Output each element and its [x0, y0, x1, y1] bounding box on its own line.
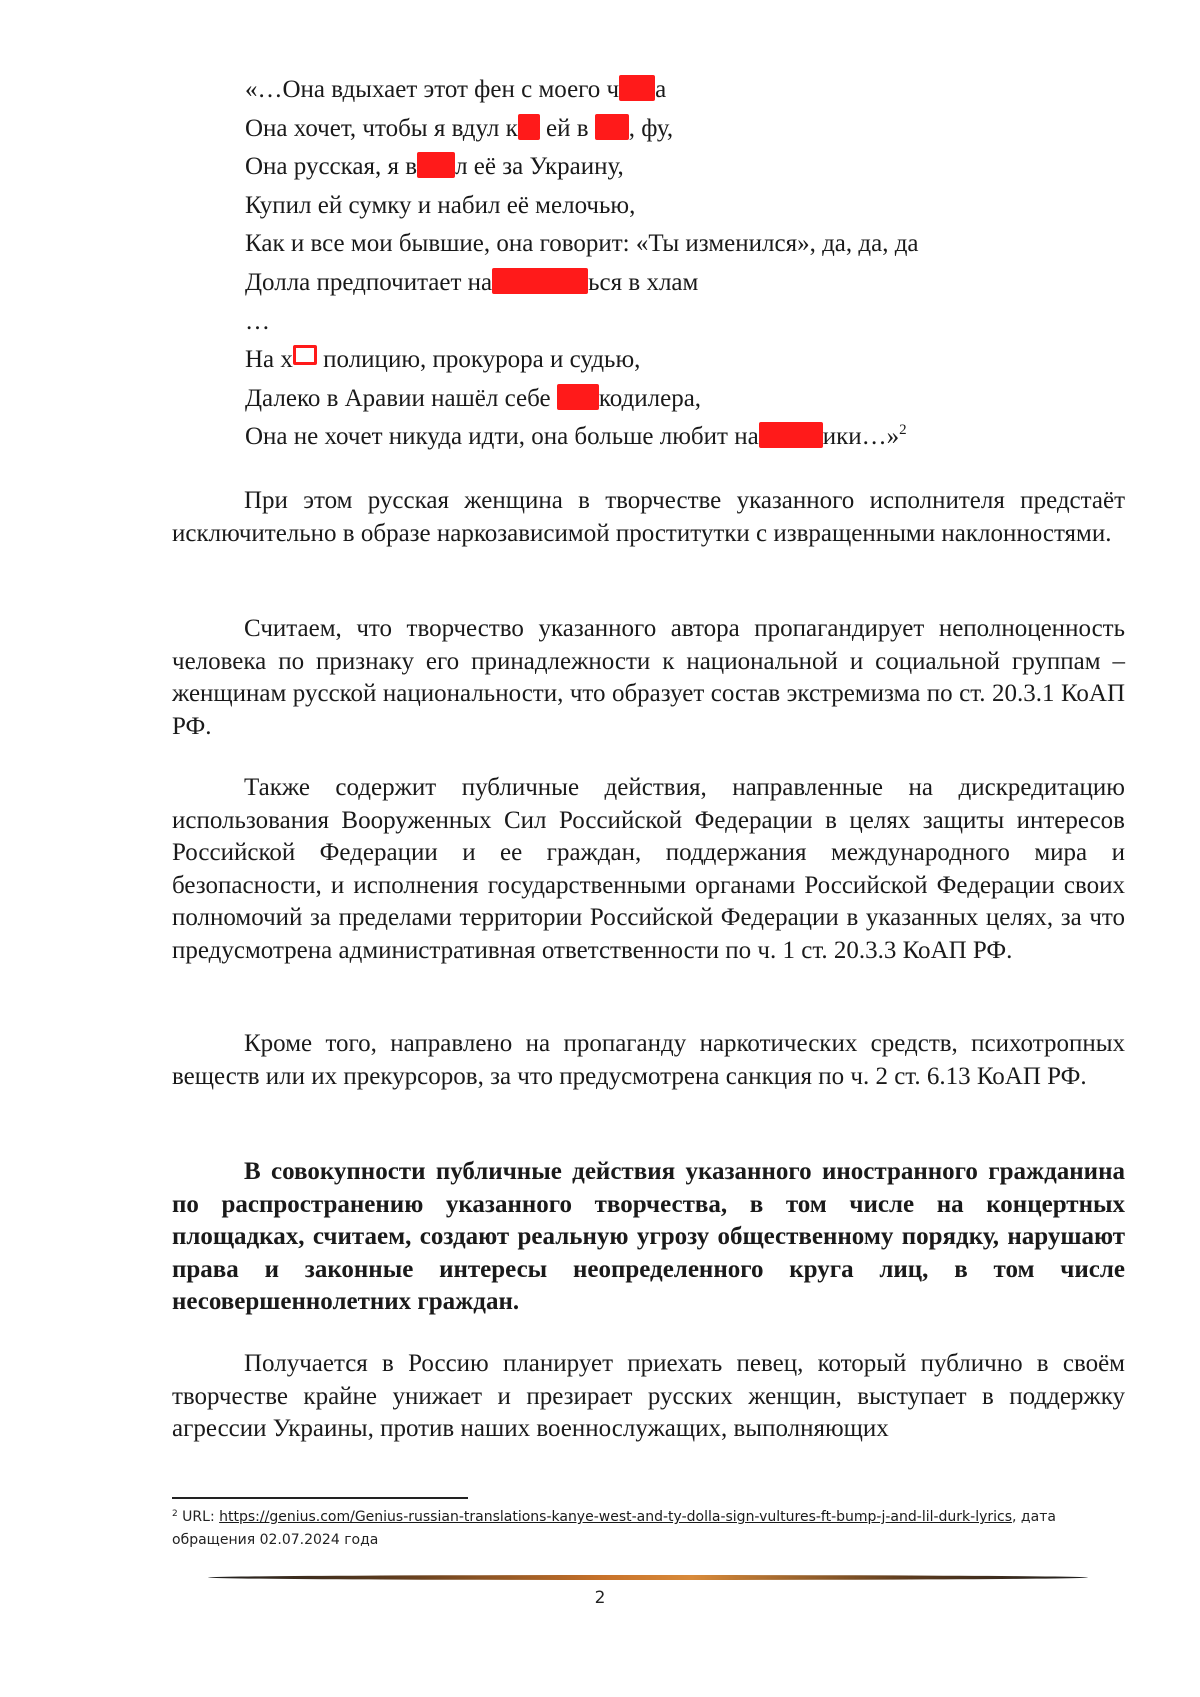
paragraph-conclusion: В совокупности публичные действия указанного иностранного гражданина по распространению указанного творчества, в том числе на концертных площадках, считаем, создают реальную угрозу общественному порядку, нарушают права и законные интересы неопределенного круга лиц, в том числе несовершеннолетних граждан. [172, 1158, 1125, 1315]
redaction-mark [492, 268, 588, 294]
redaction-mark [557, 384, 599, 410]
quote-text: Она не хочет никуда идти, она больше любит на [245, 423, 759, 451]
quote-text: л её за Украину, [455, 153, 624, 181]
quote-text: а [655, 76, 667, 103]
quote-line [245, 418, 1125, 457]
redaction-mark [619, 75, 655, 101]
quote-text: Далеко в Аравии нашёл себе [245, 384, 551, 412]
quote-line [245, 71, 1125, 110]
quote-line [245, 148, 1125, 187]
redaction-mark [518, 114, 540, 140]
quote-text: кодилера, [598, 384, 702, 412]
quote-text: ей в [546, 114, 589, 142]
footnote-suffix: , дата обращения 02.07.2024 года [172, 1509, 1056, 1548]
footnote-reference[interactable]: 2 [899, 422, 907, 439]
lyrics-quote [245, 71, 1125, 457]
paragraph-extremism: Считаем, что творчество указанного автора пропагандирует неполноценность человека по признаку его принадлежности к национальной и социальной группам – женщинам русской национальности, что образует состав экстремизма по ст. 20.3.1 КоАП РФ. [172, 615, 1125, 740]
footer-divider [208, 1575, 1088, 1580]
quote-text: Она русская, я в [245, 153, 418, 181]
quote-text: полицию, прокурора и судью, [323, 346, 641, 374]
quote-line [245, 110, 1125, 149]
quote-text: Она хочет, чтобы я вдул к [245, 114, 518, 142]
footnote-separator [172, 1497, 468, 1499]
quote-text: ики…» [822, 423, 900, 451]
quote-text: На х [245, 346, 293, 374]
redaction-mark [293, 345, 317, 365]
footnote-marker: 2 [172, 1509, 178, 1519]
footnote [172, 1506, 1132, 1552]
quote-line [245, 341, 1125, 380]
quote-text: «…Она вдыхает этот фен с моего ч [245, 76, 620, 103]
quote-line [245, 187, 1125, 226]
quote-text: ься в хлам [588, 268, 699, 296]
quote-line [245, 225, 1125, 264]
footnote-link[interactable]: https://genius.com/Genius-russian-translations-kanye-west-and-ty-dolla-sign-vultures-ft-bump-j-and-lil-durk-lyrics [219, 1509, 1013, 1525]
redaction-mark [595, 114, 629, 140]
quote-text: Долла предпочитает на [245, 268, 493, 296]
quote-text: Как и все мои бывшие, она говорит: «Ты изменился», да, да, да [245, 230, 919, 258]
quote-text: , фу, [628, 114, 674, 142]
paragraph-drugs: Кроме того, направлено на пропаганду наркотических средств, психотропных веществ или их прекурсоров, за что предусмотрена санкция по ч. 2 ст. 6.13 КоАП РФ. [172, 1030, 1125, 1090]
paragraph-singer: Получается в Россию планирует приехать певец, который публично в своём творчестве крайне унижает и презирает русских женщин, выступает в поддержку агрессии Украины, против наших военнослужащих, выполняющих [172, 1350, 1125, 1442]
redaction-mark [759, 422, 823, 448]
quote-line [245, 264, 1125, 303]
page-number: 2 [594, 1588, 606, 1608]
paragraph-discreditation: Также содержит публичные действия, направленные на дискредитацию использования Вооруженных Сил Российской Федерации в целях защиты интересов Российской Федерации и ее граждан, поддержания международного мира и безопасности, и исполнения государственными органами Российской Федерации своих полномочий за пределами территории Российской Федерации в указанных целях, за что предусмотрена административная ответственности по ч. 1 ст. 20.3.3 КоАП РФ. [172, 774, 1125, 964]
quote-text: Купил ей сумку и набил её мелочью, [245, 191, 636, 219]
redaction-mark [417, 152, 455, 178]
quote-line [245, 380, 1125, 419]
quote-line [245, 303, 1125, 342]
quote-ellipsis: … [245, 307, 270, 335]
footnote-prefix: URL: [177, 1509, 220, 1525]
paragraph-woman-image: При этом русская женщина в творчестве указанного исполнителя предстаёт исключительно в образе наркозависимой проститутки с извращенными наклонностями. [172, 487, 1125, 547]
